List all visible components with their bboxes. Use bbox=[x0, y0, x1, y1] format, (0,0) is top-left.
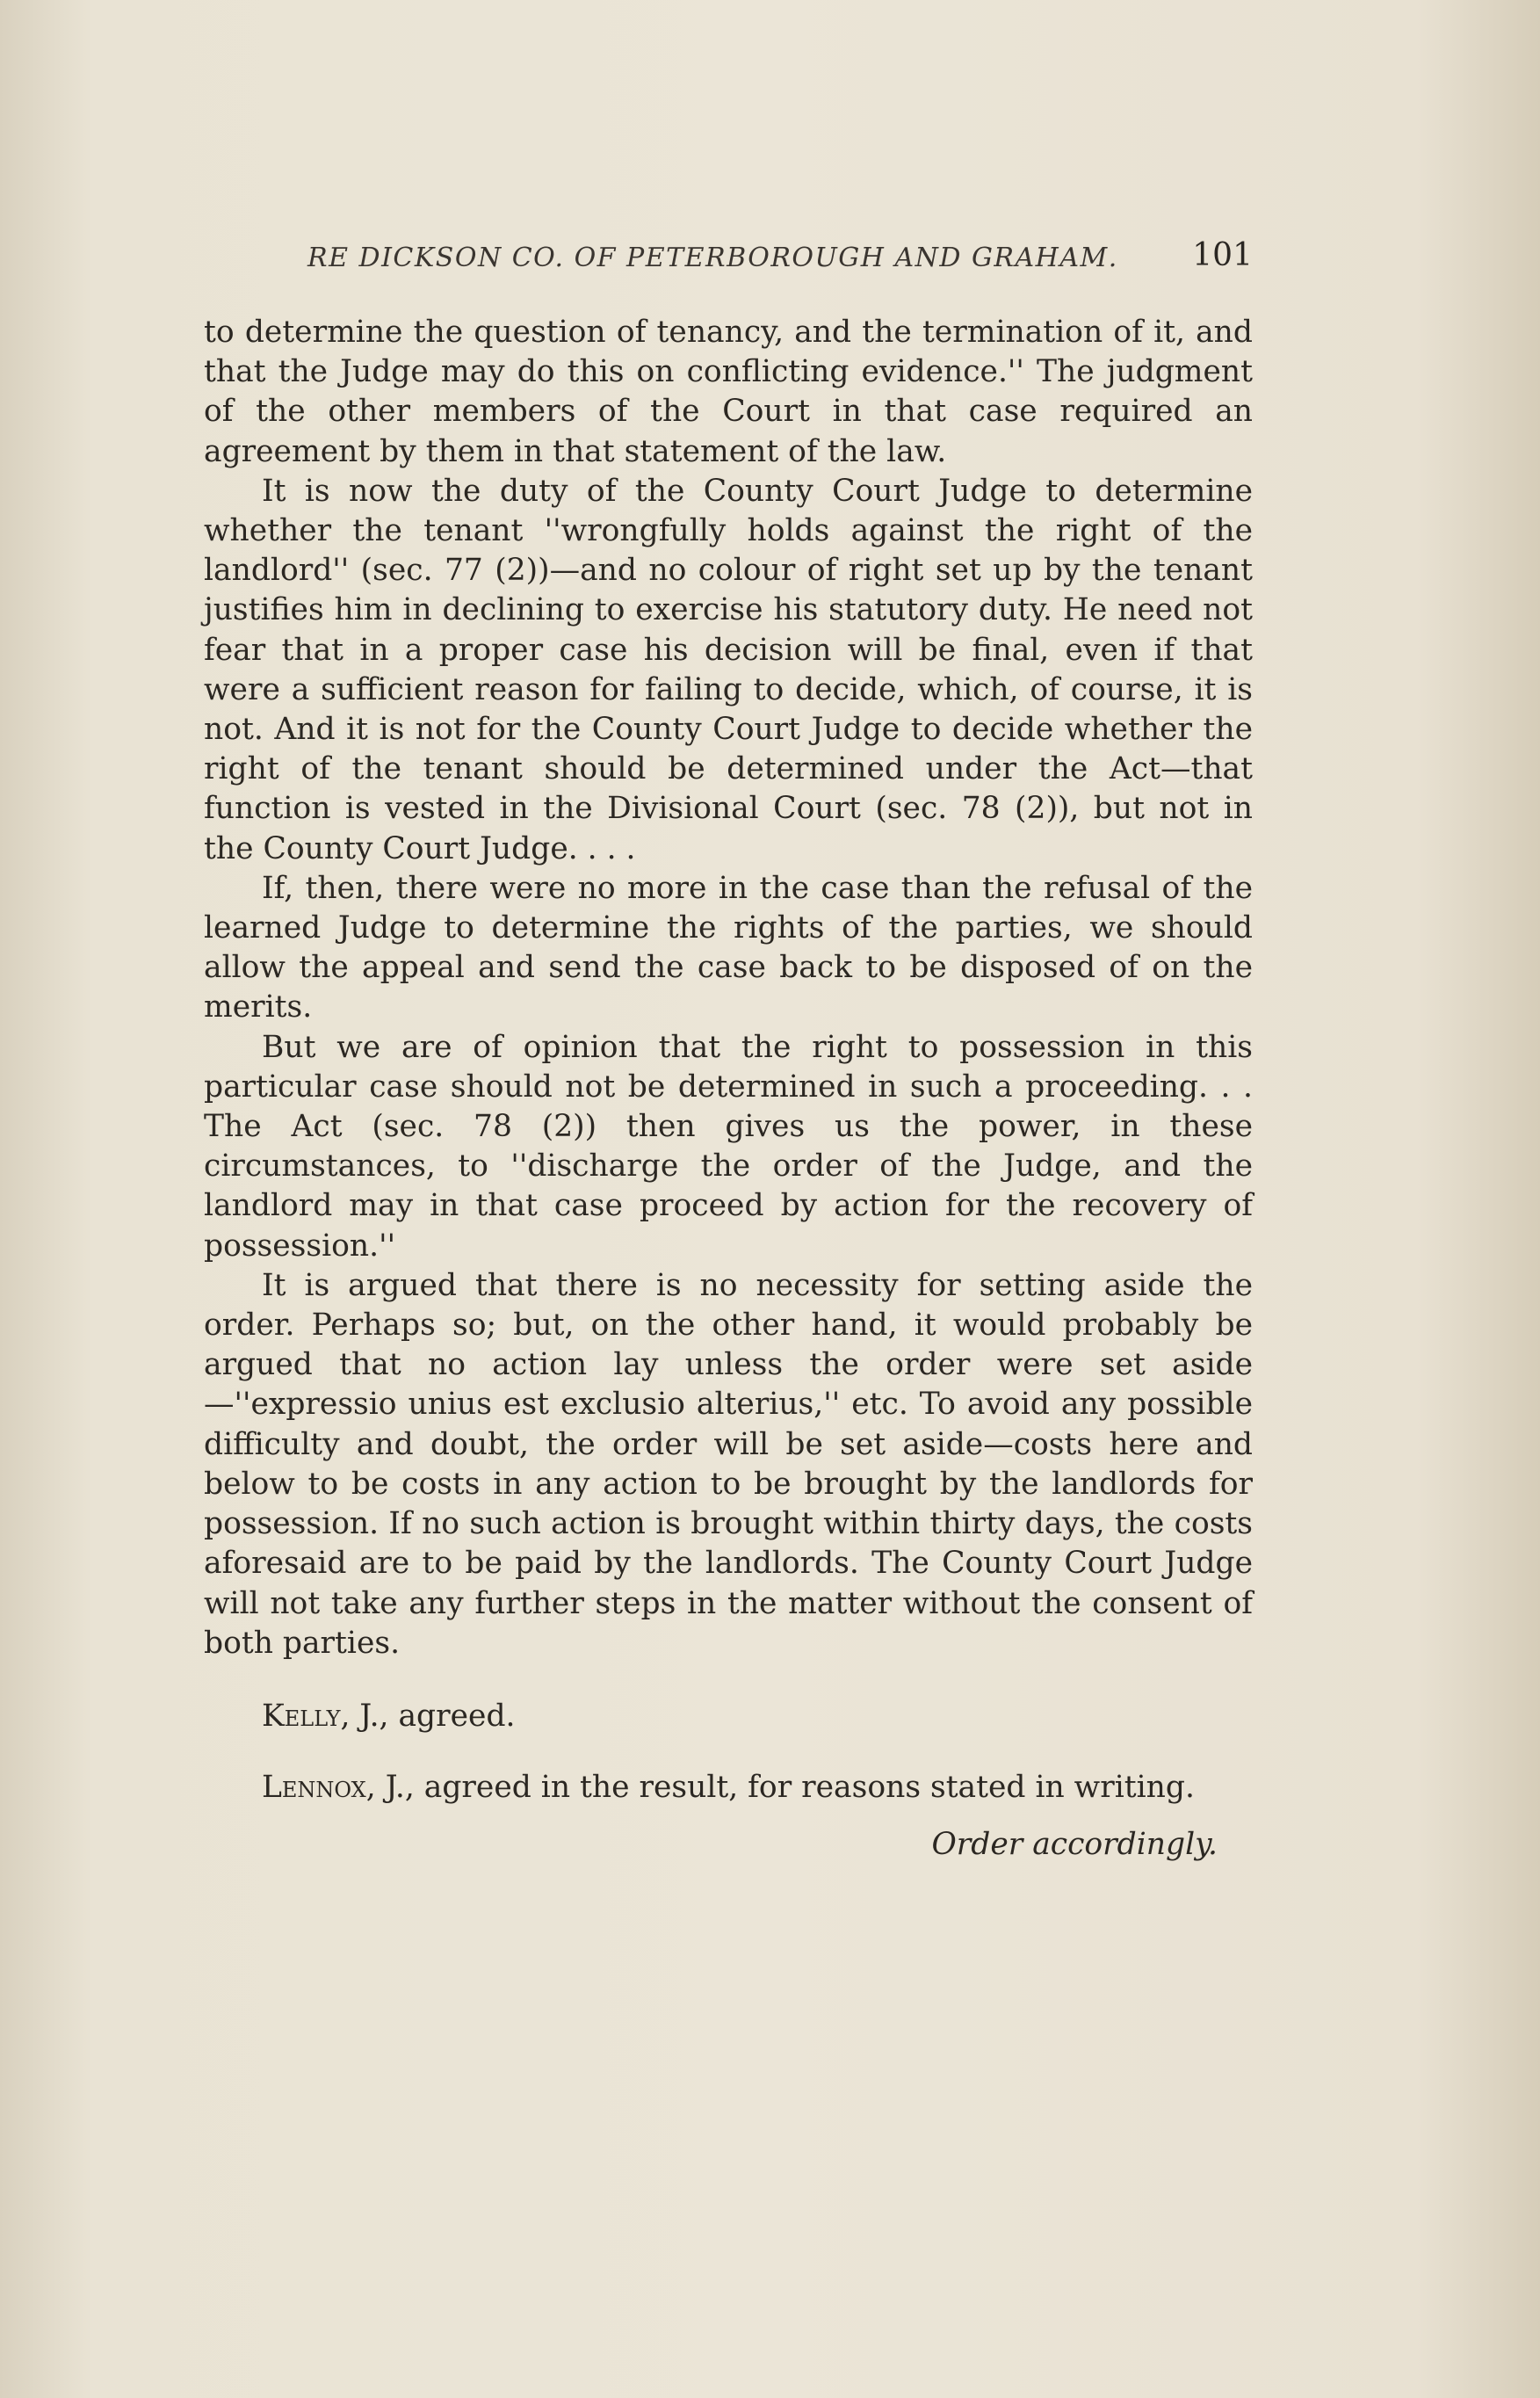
running-header bbox=[204, 237, 1253, 290]
lennox-opinion bbox=[204, 1768, 1253, 1808]
paragraph-2: It is now the duty of the County Court Judge to determine whether the tenant ''wrongfully holds against the right of the landlord'' (sec. 77 (2))—and no colour of right set up by the tenant justifies him in declining to exercise his statutory duty. He need not fear that in a proper case his decision will be final, even if that were a sufficient reason for failing to decide, which, of course, it is not. And it is not for the County Court Judge to decide whether the right of the tenant should be determined under the Act—that function is vested in the Divisional Court (sec. 78 (2)), but not in the County Court Judge. . . . bbox=[204, 473, 1253, 866]
body-text bbox=[204, 313, 1253, 1865]
running-title: RE DICKSON CO. OF PETERBOROUGH AND GRAHAM. bbox=[307, 243, 1118, 273]
document-page bbox=[204, 237, 1253, 1865]
page-number: 101 bbox=[1192, 237, 1253, 273]
paragraph-1: to determine the question of tenancy, and the termination of it, and that the Judge may do this on conflicting evidence.'' The judgment of the other members of the Court in that case required an agreement by them in that statement of the law. bbox=[204, 315, 1253, 469]
paragraph-3: If, then, there were no more in the case than the refusal of the learned Judge to determine the rights of the parties, we should allow the appeal and send the case back to be disposed of on the merits. bbox=[204, 870, 1253, 1025]
judge-name-lennox: Lennox bbox=[262, 1770, 366, 1806]
paragraph-5: It is argued that there is no necessity for setting aside the order. Perhaps so; but, on the other hand, it would probably be argued that no action lay unless the order were set aside—''expressio unius est exclusio alterius,'' etc. To avoid any possible difficulty and doubt, the order will be set aside—costs here and below to be costs in any action to be brought by the landlords for possession. If no such action is brought within thirty days, the costs aforesaid are to be paid by the landlords. The County Court Judge will not take any further steps in the matter without the consent of both parties. bbox=[204, 1267, 1253, 1661]
kelly-opinion bbox=[204, 1697, 1253, 1736]
judge-name-kelly: Kelly bbox=[262, 1698, 341, 1734]
lennox-opinion-text: , J., agreed in the result, for reasons stated in writing. bbox=[365, 1770, 1195, 1806]
closing-order: Order accordingly. bbox=[931, 1827, 1218, 1863]
kelly-opinion-text: , J., agreed. bbox=[340, 1698, 516, 1734]
paragraph-4: But we are of opinion that the right to possession in this particular case should not be determined in such a proceeding. . . The Act (sec. 78 (2)) then gives us the power, in these circumstances, to ''discharge the order of the Judge, and the landlord may in that case proceed by action for the recovery of possession.'' bbox=[204, 1029, 1253, 1264]
